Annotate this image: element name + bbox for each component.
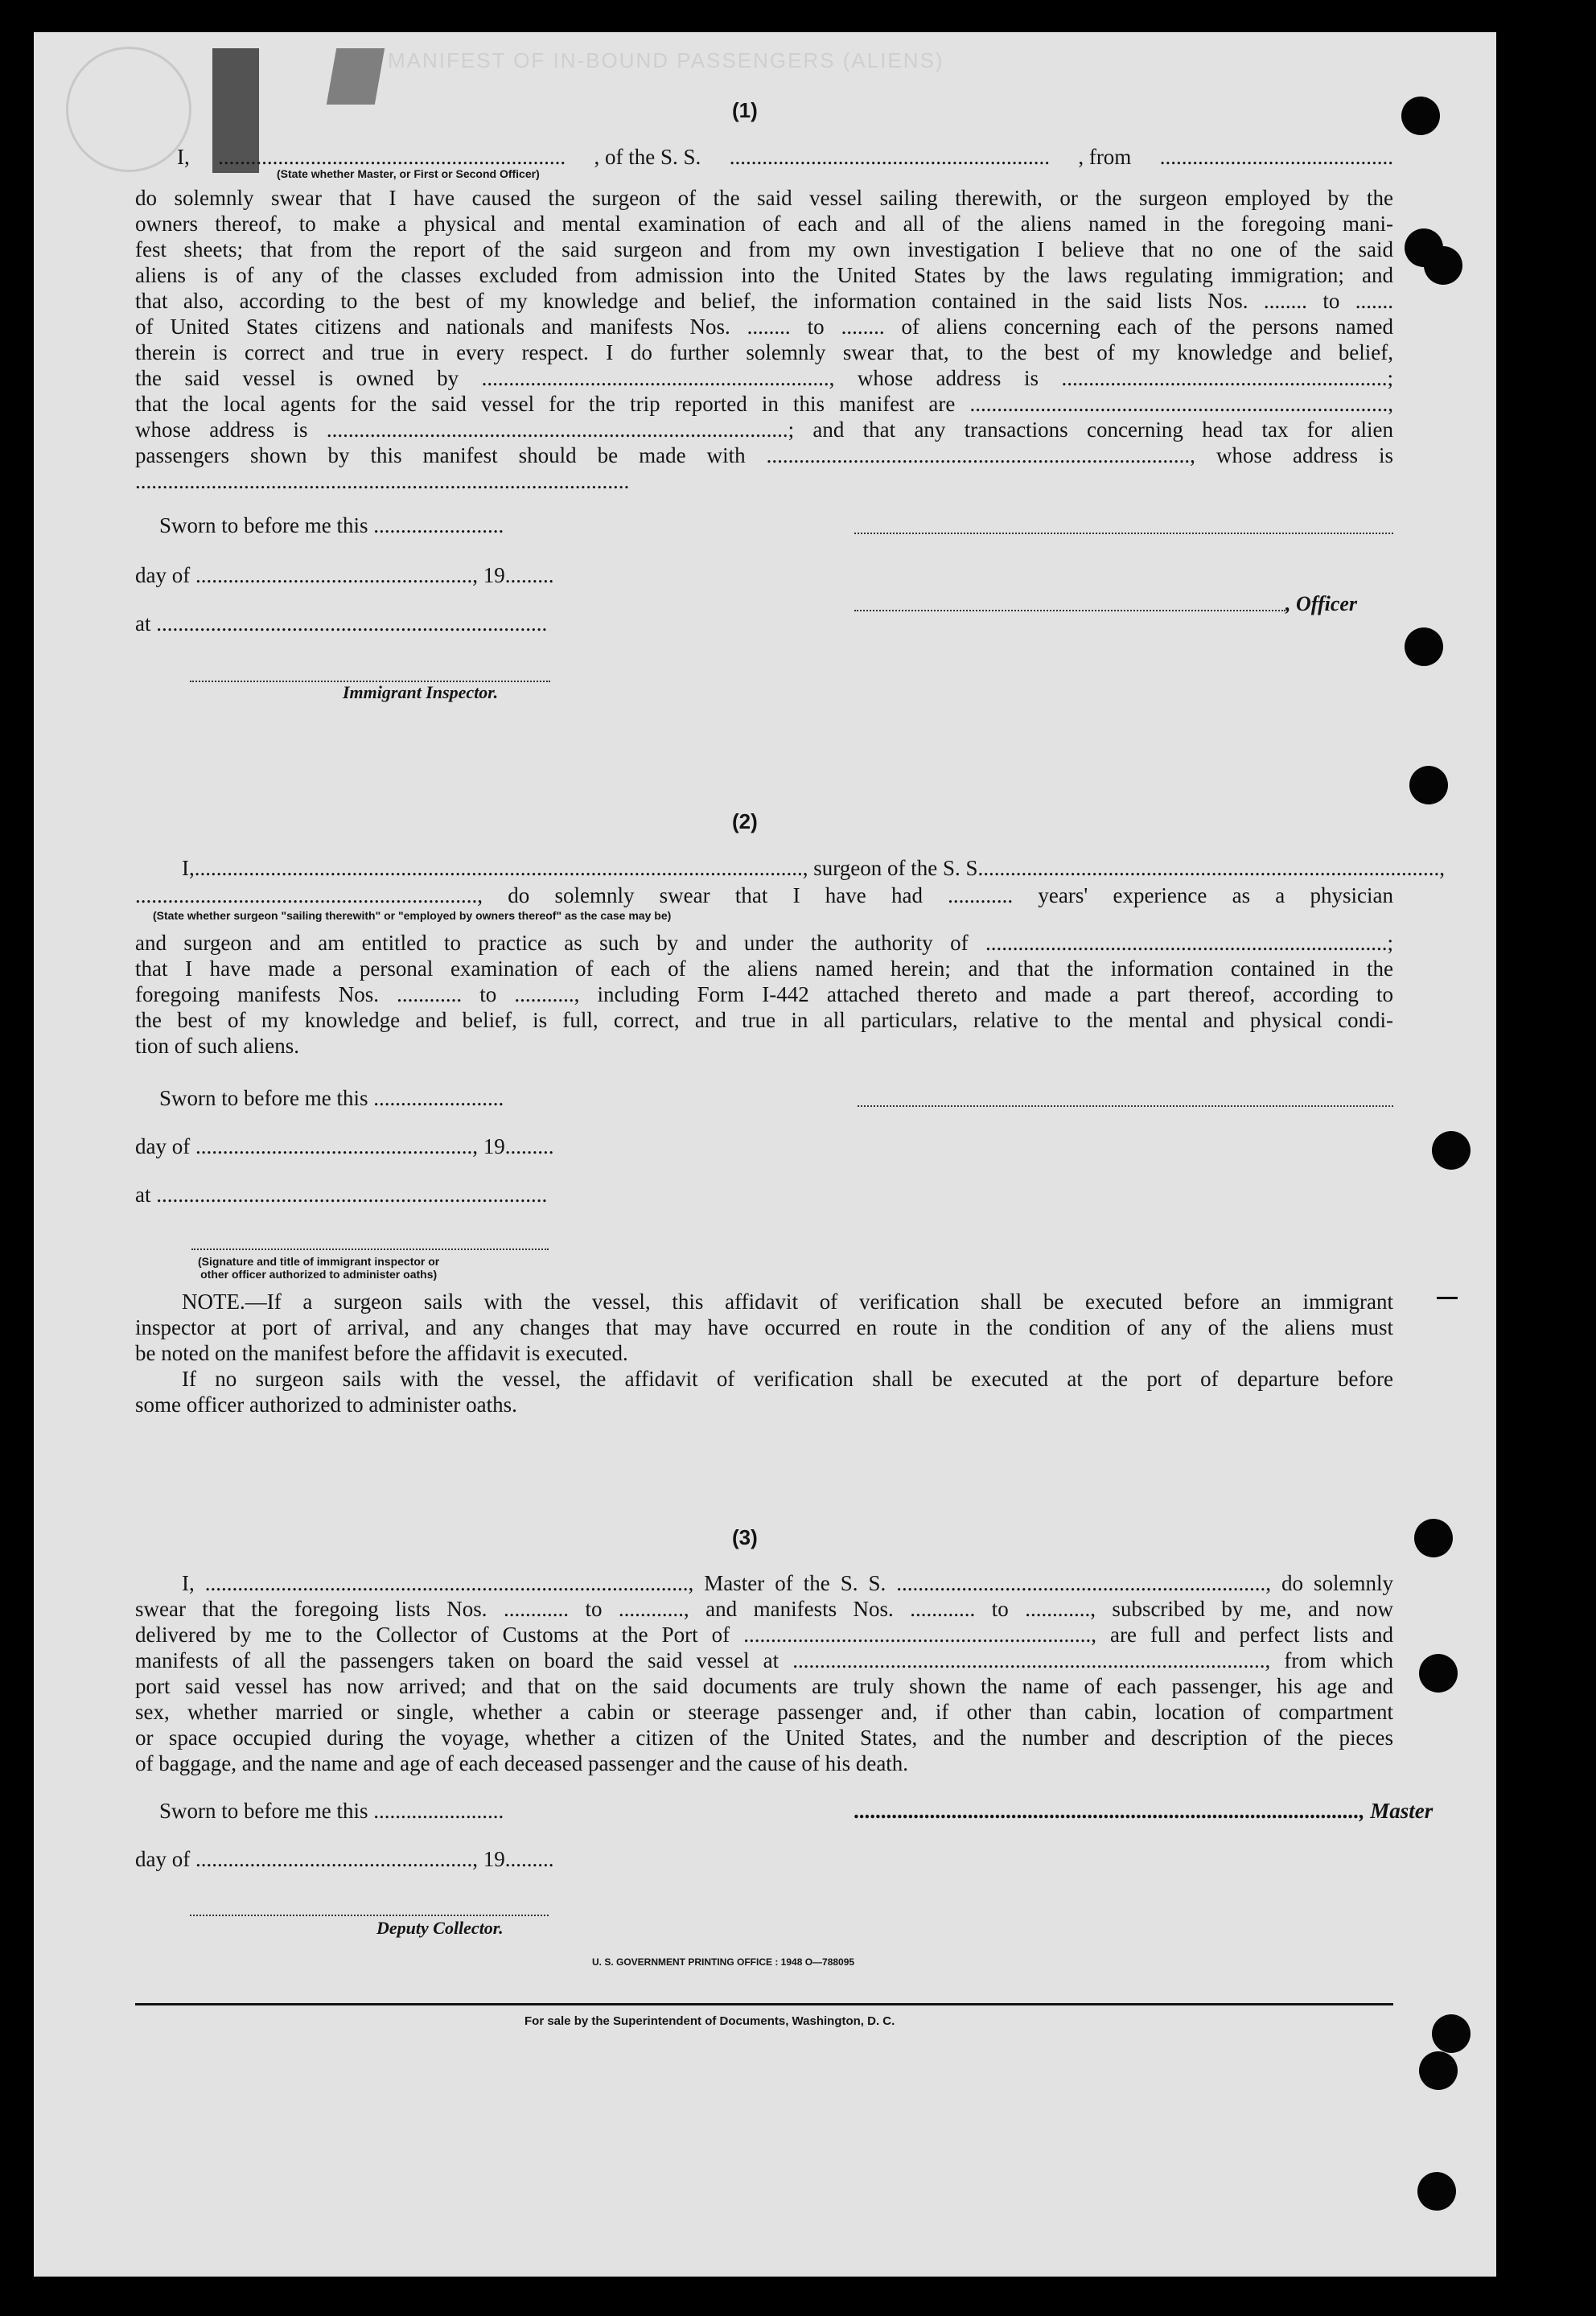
text: , surgeon of the S. S.: [802, 856, 984, 880]
caption-line: other officer authorized to administer oaths): [200, 1268, 438, 1281]
body-line: delivered by me to the Collector of Customs at the Port of ................................................................, are full and perfect lists and: [135, 1623, 1393, 1647]
at-line: at ........................................................................: [135, 611, 548, 636]
note-line: inspector at port of arrival, and any changes that may have occurred en route in the condition of any of the aliens must: [135, 1315, 1393, 1339]
officer-label: , Officer: [1285, 592, 1358, 615]
binder-hole: [1414, 1519, 1453, 1557]
section-1-line-1: [177, 145, 1393, 170]
binder-hole: [1419, 1654, 1458, 1693]
body-line: therein is correct and true in every respect. I do further solemnly swear that, to the best of my knowledge and belief,: [135, 340, 1393, 364]
vessel-field[interactable]: ....................................................................................: [983, 856, 1440, 880]
at-line: at ........................................................................: [135, 1183, 548, 1207]
text: I,: [177, 145, 190, 169]
master-label: ............................................................................................., Master: [854, 1799, 1434, 1823]
surgeon-name-field[interactable]: ................................................................................................................: [194, 856, 803, 880]
body-line: of baggage, and the name and age of each deceased passenger and the cause of his death.: [135, 1751, 909, 1775]
binder-hole: [1419, 2051, 1458, 2090]
binder-hole: [1401, 97, 1440, 135]
collector-label: Deputy Collector.: [376, 1918, 504, 1938]
master-signature-line: [854, 1799, 1434, 1824]
body-line: or space occupied during the voyage, whether a citizen of the United States, and the number and description of the pieces: [135, 1726, 1393, 1750]
document-page: [34, 32, 1496, 2277]
binder-hole: [1409, 766, 1448, 804]
body-line: that I have made a personal examination of each of the aliens named herein; and that the information contained in the: [135, 956, 1393, 981]
text: , of the S. S.: [594, 145, 701, 169]
rank-field[interactable]: ................................................................: [218, 145, 566, 169]
body-line: sex, whether married or single, whether a cabin or steerage passenger and, if other than cabin, location of compartment: [135, 1700, 1393, 1724]
body-line: aliens is of any of the classes excluded from admission into the United States by the laws regulating immigration; and: [135, 263, 1393, 287]
body-line: that also, according to the best of my knowledge and belief, the information contained in the said lists Nos. ........ to .......: [135, 289, 1393, 313]
inspector-signature-line: [191, 1249, 549, 1250]
binder-hole: [1424, 246, 1462, 285]
officer-signature-line: [854, 610, 1285, 611]
binder-hole: [1405, 627, 1443, 666]
text: I,: [182, 856, 195, 880]
body-line: the best of my knowledge and belief, is full, correct, and true in all particulars, relative to the mental and physical condi-: [135, 1008, 1393, 1032]
section-3-body: [135, 1570, 1393, 1776]
footer-rule: [135, 2003, 1393, 2005]
ink-smudge: [327, 48, 385, 105]
body-line: owners thereof, to make a physical and mental examination of each and all of the aliens named in the foregoing mani-: [135, 212, 1393, 236]
agents-address-line: whose address is .....................................................................................; and that any transactions concerning head tax for alien: [135, 418, 1393, 442]
section-2-line-1: [182, 856, 1446, 881]
body-line: port said vessel has now arrived; and that on the said documents are truly shown the name of each passenger, his age and: [135, 1674, 1393, 1698]
note-line: be noted on the manifest before the affidavit is executed.: [135, 1341, 628, 1365]
section-1-number: (1): [732, 98, 758, 122]
for-sale-line: For sale by the Superintendent of Documents, Washington, D. C.: [524, 2014, 895, 2028]
section-2-number: (2): [732, 809, 758, 833]
address-field[interactable]: ...........................................................................................: [135, 469, 630, 493]
binder-hole: [1432, 1131, 1471, 1170]
sworn-line: Sworn to before me this ........................: [159, 513, 504, 537]
day-line: day of ..................................................., 19.........: [135, 1847, 554, 1871]
body-line: do solemnly swear that I have caused the surgeon of the said vessel sailing therewith, or the surgeon employed by the: [135, 186, 1393, 210]
body-line: manifests of all the passengers taken on board the said vessel at ......................................................................................., from which: [135, 1648, 1393, 1672]
signature-line: [854, 533, 1393, 534]
text: , from: [1078, 145, 1132, 169]
from-field[interactable]: ...........................................: [1159, 145, 1393, 169]
bleed-through-stamp: MANIFEST OF IN-BOUND PASSENGERS (ALIENS): [388, 48, 944, 72]
section-2-caption: (State whether surgeon "sailing therewith" or "employed by owners thereof" as the case may be): [153, 909, 672, 922]
caption-line: (Signature and title of immigrant inspector or: [198, 1255, 440, 1268]
head-tax-line: passengers shown by this manifest should be made with .............................................................................., whose address is: [135, 443, 1393, 467]
note-line: If no surgeon sails with the vessel, the affidavit of verification shall be executed at the port of departure before: [182, 1367, 1393, 1391]
day-line: day of ..................................................., 19.........: [135, 563, 554, 587]
tick-mark: [1437, 1297, 1458, 1299]
note-line: some officer authorized to administer oaths.: [135, 1392, 517, 1417]
vessel-field[interactable]: ...........................................................: [729, 145, 1050, 169]
section-2-body: [135, 930, 1393, 1059]
body-line: I, ........................................................................................., Master of the S. S. ...................................................................., do solemnly: [182, 1571, 1393, 1595]
owner-line: the said vessel is owned by ................................................................, whose address is ............................................................;: [135, 366, 1393, 390]
section-3-number: (3): [732, 1525, 758, 1549]
note-block: [135, 1289, 1393, 1417]
note-line: NOTE.—If a surgeon sails with the vessel, this affidavit of verification shall be executed before an immigrant: [182, 1290, 1393, 1314]
collector-signature-line: [190, 1915, 549, 1916]
body-line: fest sheets; that from the report of the said surgeon and from my own investigation I believe that no one of the said: [135, 237, 1393, 261]
body-line: and surgeon and am entitled to practice as such by and under the authority of ..........................................................................;: [135, 931, 1393, 955]
section-1-body: [135, 185, 1393, 494]
day-line: day of ..................................................., 19.........: [135, 1134, 554, 1158]
faded-seal: [66, 47, 191, 172]
body-line: foregoing manifests Nos. ............ to ..........., including Form I-442 attached thereto and made a part thereof, according to: [135, 982, 1393, 1006]
binder-hole: [1432, 2014, 1471, 2053]
body-line: of United States citizens and nationals and manifests Nos. ........ to ........ of aliens concerning each of the persons named: [135, 315, 1393, 339]
section-2-line-2: ..............................................................., do solemnly swear that I have had ............ years' experience as a physician: [135, 883, 1393, 907]
sworn-line: Sworn to before me this ........................: [159, 1086, 504, 1110]
section-1-caption: (State whether Master, or First or Second Officer): [277, 167, 540, 180]
text: ,: [1439, 856, 1446, 880]
signature-line: [858, 1105, 1393, 1107]
printing-office-line: U. S. GOVERNMENT PRINTING OFFICE : 1948 O—788095: [592, 1956, 855, 1968]
signature-caption: [198, 1255, 439, 1281]
binder-hole: [1417, 2172, 1456, 2211]
sworn-line: Sworn to before me this ........................: [159, 1799, 504, 1823]
body-line: swear that the foregoing lists Nos. ............ to ............, and manifests Nos. ............ to ............, subscribed by me, and now: [135, 1597, 1393, 1621]
body-line: tion of such aliens.: [135, 1034, 299, 1058]
inspector-label: Immigrant Inspector.: [343, 682, 499, 702]
agents-line: that the local agents for the said vessel for the trip reported in this manifest are .............................................................................,: [135, 392, 1393, 416]
